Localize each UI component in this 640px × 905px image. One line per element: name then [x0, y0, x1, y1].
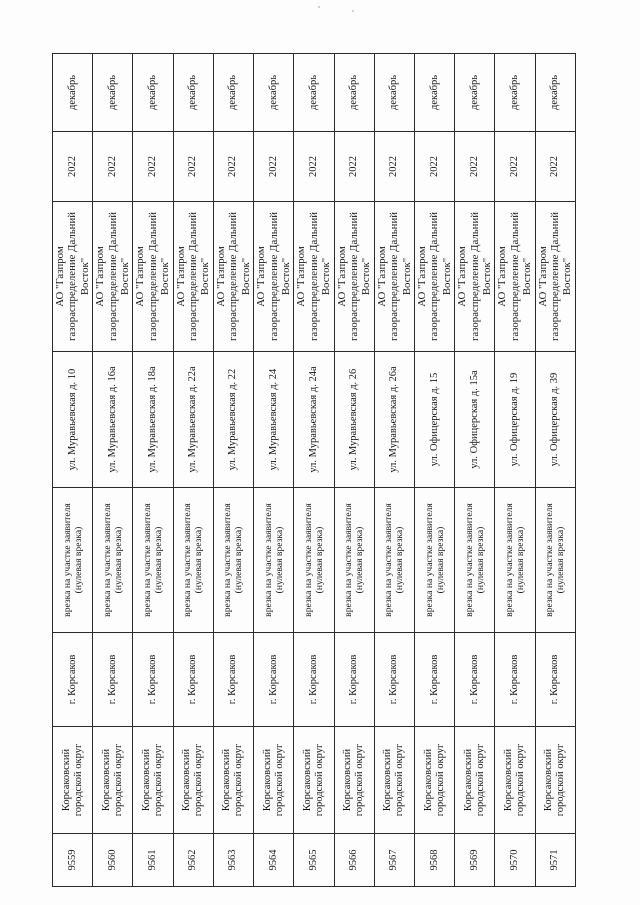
row-number: 9565: [294, 834, 334, 887]
month-cell: декабрь: [93, 54, 133, 132]
row-number: 9569: [455, 834, 495, 887]
year-cell: 2022: [133, 132, 173, 202]
year-cell: 2022: [374, 132, 414, 202]
row-number: 9570: [495, 834, 535, 887]
month-cell: декабрь: [455, 54, 495, 132]
address-cell: ул. Муравьевская д. 24: [254, 352, 294, 488]
district-cell: Корсаковский городской округ: [535, 727, 575, 834]
district-cell: Корсаковский городской округ: [133, 727, 173, 834]
table-row: [93, 54, 133, 887]
row-number: 9563: [213, 834, 253, 887]
month-cell: декабрь: [213, 54, 253, 132]
month-cell: декабрь: [414, 54, 454, 132]
locality-cell: г. Корсаков: [455, 633, 495, 727]
organization-cell: АО "Газпром газораспределение Дальний Восток": [535, 202, 575, 352]
organization-cell: АО "Газпром газораспределение Дальний Восток": [254, 202, 294, 352]
district-cell: Корсаковский городской округ: [294, 727, 334, 834]
organization-cell: АО "Газпром газораспределение Дальний Восток": [455, 202, 495, 352]
organization-cell: АО "Газпром газораспределение Дальний Восток": [213, 202, 253, 352]
address-cell: ул. Муравьевская д. 10: [53, 352, 93, 488]
locality-cell: г. Корсаков: [133, 633, 173, 727]
gas-connection-table: [52, 53, 576, 887]
year-cell: 2022: [53, 132, 93, 202]
month-cell: декабрь: [374, 54, 414, 132]
address-cell: ул. Офицерская д. 15а: [455, 352, 495, 488]
month-cell: декабрь: [173, 54, 213, 132]
row-number: 9559: [53, 834, 93, 887]
address-cell: ул. Офицерская д. 15: [414, 352, 454, 488]
organization-cell: АО "Газпром газораспределение Дальний Восток": [495, 202, 535, 352]
district-cell: Корсаковский городской округ: [93, 727, 133, 834]
table-row: [455, 54, 495, 887]
year-cell: 2022: [414, 132, 454, 202]
locality-cell: г. Корсаков: [213, 633, 253, 727]
locality-cell: г. Корсаков: [173, 633, 213, 727]
locality-cell: г. Корсаков: [254, 633, 294, 727]
month-cell: декабрь: [254, 54, 294, 132]
address-cell: ул. Муравьевская д. 22а: [173, 352, 213, 488]
row-number: 9564: [254, 834, 294, 887]
month-cell: декабрь: [133, 54, 173, 132]
month-cell: декабрь: [495, 54, 535, 132]
organization-cell: АО "Газпром газораспределение Дальний Восток": [294, 202, 334, 352]
work-type-cell: врезка на участке заявителя (нулевая врезка): [173, 488, 213, 633]
district-cell: Корсаковский городской округ: [495, 727, 535, 834]
address-cell: ул. Офицерская д. 39: [535, 352, 575, 488]
work-type-cell: врезка на участке заявителя (нулевая врезка): [374, 488, 414, 633]
organization-cell: АО "Газпром газораспределение Дальний Восток": [173, 202, 213, 352]
month-cell: декабрь: [53, 54, 93, 132]
work-type-cell: врезка на участке заявителя (нулевая врезка): [414, 488, 454, 633]
organization-cell: АО "Газпром газораспределение Дальний Восток": [53, 202, 93, 352]
year-cell: 2022: [93, 132, 133, 202]
address-cell: ул. Муравьевская д. 22: [213, 352, 253, 488]
address-cell: ул. Муравьевская д. 26: [334, 352, 374, 488]
locality-cell: г. Корсаков: [495, 633, 535, 727]
table-row: [334, 54, 374, 887]
district-cell: Корсаковский городской округ: [213, 727, 253, 834]
organization-cell: АО "Газпром газораспределение Дальний Восток": [133, 202, 173, 352]
locality-cell: г. Корсаков: [334, 633, 374, 727]
district-cell: Корсаковский городской округ: [173, 727, 213, 834]
organization-cell: АО "Газпром газораспределение Дальний Восток": [93, 202, 133, 352]
work-type-cell: врезка на участке заявителя (нулевая врезка): [455, 488, 495, 633]
row-number: 9560: [93, 834, 133, 887]
work-type-cell: врезка на участке заявителя (нулевая врезка): [294, 488, 334, 633]
month-cell: декабрь: [334, 54, 374, 132]
table-row: [133, 54, 173, 887]
district-cell: Корсаковский городской округ: [53, 727, 93, 834]
year-cell: 2022: [455, 132, 495, 202]
row-number: 9568: [414, 834, 454, 887]
year-cell: 2022: [213, 132, 253, 202]
work-type-cell: врезка на участке заявителя (нулевая врезка): [254, 488, 294, 633]
work-type-cell: врезка на участке заявителя (нулевая врезка): [535, 488, 575, 633]
work-type-cell: врезка на участке заявителя (нулевая врезка): [93, 488, 133, 633]
table-row: [535, 54, 575, 887]
year-cell: 2022: [334, 132, 374, 202]
scan-dot: [318, 6, 320, 8]
work-type-cell: врезка на участке заявителя (нулевая врезка): [495, 488, 535, 633]
locality-cell: г. Корсаков: [374, 633, 414, 727]
district-cell: Корсаковский городской округ: [455, 727, 495, 834]
locality-cell: г. Корсаков: [294, 633, 334, 727]
month-cell: декабрь: [294, 54, 334, 132]
district-cell: Корсаковский городской округ: [374, 727, 414, 834]
year-cell: 2022: [173, 132, 213, 202]
work-type-cell: врезка на участке заявителя (нулевая врезка): [334, 488, 374, 633]
district-cell: Корсаковский городской округ: [414, 727, 454, 834]
work-type-cell: врезка на участке заявителя (нулевая врезка): [133, 488, 173, 633]
year-cell: 2022: [535, 132, 575, 202]
address-cell: ул. Муравьевская д. 26а: [374, 352, 414, 488]
row-number: 9571: [535, 834, 575, 887]
row-number: 9567: [374, 834, 414, 887]
month-cell: декабрь: [535, 54, 575, 132]
table-row: [254, 54, 294, 887]
row-number: 9561: [133, 834, 173, 887]
year-cell: 2022: [254, 132, 294, 202]
address-cell: ул. Офицерская д. 19: [495, 352, 535, 488]
address-cell: ул. Муравьевская д. 16а: [93, 352, 133, 488]
work-type-cell: врезка на участке заявителя (нулевая врезка): [213, 488, 253, 633]
row-number: 9562: [173, 834, 213, 887]
locality-cell: г. Корсаков: [93, 633, 133, 727]
table-row: [374, 54, 414, 887]
table-row: [173, 54, 213, 887]
year-cell: 2022: [495, 132, 535, 202]
locality-cell: г. Корсаков: [53, 633, 93, 727]
address-cell: ул. Муравьевская д. 18а: [133, 352, 173, 488]
organization-cell: АО "Газпром газораспределение Дальний Восток": [374, 202, 414, 352]
organization-cell: АО "Газпром газораспределение Дальний Восток": [414, 202, 454, 352]
year-cell: 2022: [294, 132, 334, 202]
work-type-cell: врезка на участке заявителя (нулевая врезка): [53, 488, 93, 633]
row-number: 9566: [334, 834, 374, 887]
locality-cell: г. Корсаков: [414, 633, 454, 727]
table-row: [495, 54, 535, 887]
table-body: [53, 54, 576, 887]
table-row: [213, 54, 253, 887]
district-cell: Корсаковский городской округ: [334, 727, 374, 834]
organization-cell: АО "Газпром газораспределение Дальний Восток": [334, 202, 374, 352]
district-cell: Корсаковский городской округ: [254, 727, 294, 834]
scan-dot: [352, 10, 354, 12]
address-cell: ул. Муравьевская д. 24а: [294, 352, 334, 488]
table-row: [294, 54, 334, 887]
locality-cell: г. Корсаков: [535, 633, 575, 727]
table-row: [414, 54, 454, 887]
table-row: [53, 54, 93, 887]
rotated-table-wrapper: [52, 54, 574, 887]
